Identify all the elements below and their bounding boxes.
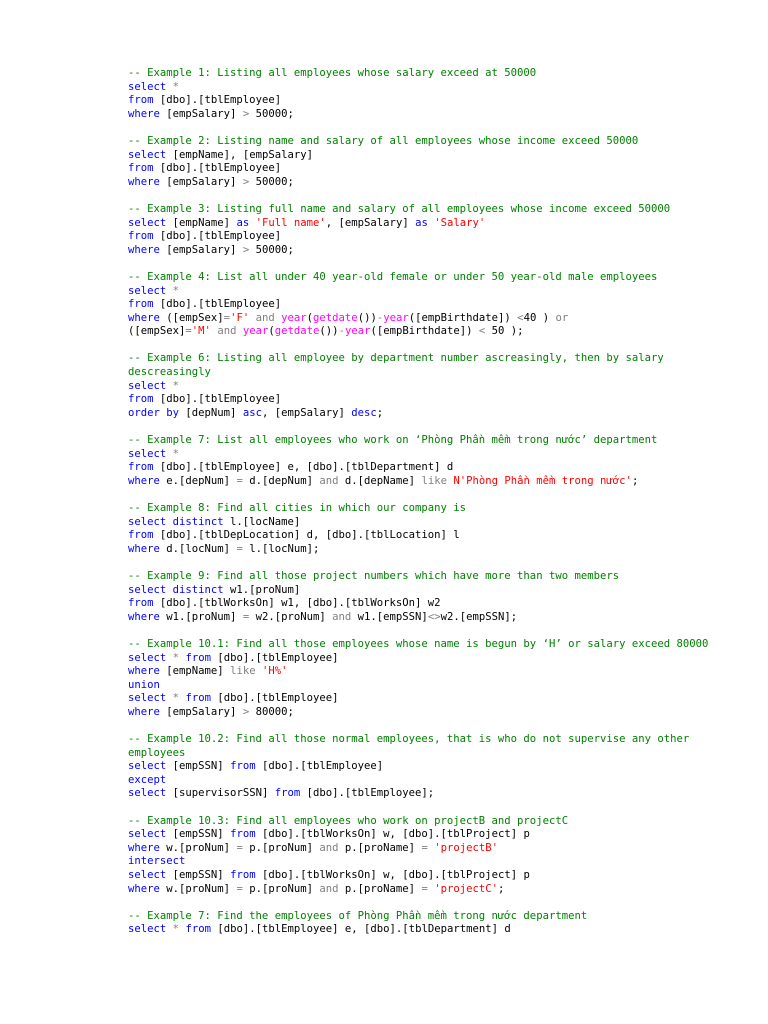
example-block: [128, 910, 738, 937]
code-token: year: [242, 325, 269, 338]
code-token: [empName]: [159, 665, 231, 678]
code-token: [dbo].[tblEmployee] e, [dbo].[tblDepartment] d: [153, 461, 454, 474]
code-token: ([empSex]: [128, 325, 186, 338]
code-line: [128, 828, 738, 842]
comment-line: [128, 570, 738, 584]
code-token: and: [332, 610, 352, 623]
code-line: [128, 679, 738, 693]
code-token: from: [230, 828, 256, 841]
code-token: -: [376, 311, 384, 324]
comment-line: [128, 733, 738, 760]
code-token: w.[proNum]: [159, 882, 237, 895]
code-line: [128, 584, 738, 598]
code-token: order by: [128, 406, 180, 419]
code-token: intersect: [128, 855, 186, 868]
code-token: or: [555, 311, 569, 324]
code-token: like: [421, 474, 447, 487]
code-line: [128, 774, 738, 788]
code-token: e.[depNum]: [159, 474, 237, 487]
code-token: select: [128, 787, 167, 800]
code-line: [128, 923, 738, 937]
code-token: w1.[proNum]: [223, 583, 301, 596]
code-token: getdate: [274, 325, 320, 338]
code-token: p.[proName]: [338, 841, 422, 854]
comment-line: [128, 271, 738, 285]
code-token: -- Example 6: Listing all employee by department number ascreasingly, then by salary descreasingly: [128, 352, 671, 379]
example-block: [128, 203, 738, 257]
code-token: select: [128, 692, 167, 705]
code-token: ([empBirthdate]): [408, 311, 518, 324]
code-token: <>: [427, 610, 441, 623]
code-token: [empSalary]: [159, 243, 243, 256]
code-token: (: [306, 311, 314, 324]
code-line: [128, 325, 738, 339]
code-token: as: [236, 216, 250, 229]
code-token: select: [128, 148, 167, 161]
code-token: w.[proNum]: [159, 841, 237, 854]
code-token: [depNum]: [179, 406, 243, 419]
code-token: ()): [357, 311, 377, 324]
code-token: [empName]: [166, 216, 237, 229]
code-token: select: [128, 80, 167, 93]
code-token: [dbo].[tblEmployee];: [300, 787, 435, 800]
code-token: 50 );: [485, 325, 524, 338]
code-token: -- Example 9: Find all those project numbers which have more than two members: [128, 569, 620, 582]
code-token: select: [128, 869, 167, 882]
code-token: -- Example 10.1: Find all those employees whose name is begun by ‘H’ or salary exceed 80000: [128, 637, 709, 650]
code-token: select: [128, 216, 167, 229]
code-line: [128, 176, 738, 190]
code-token: select: [128, 447, 167, 460]
code-token: and: [319, 882, 339, 895]
code-line: [128, 162, 738, 176]
code-token: 'H%': [261, 665, 288, 678]
example-block: [128, 638, 738, 720]
code-token: [dbo].[tblWorksOn] w1, [dbo].[tblWorksOn] w2: [153, 597, 441, 610]
code-token: ;: [376, 406, 384, 419]
code-line: [128, 869, 738, 883]
code-token: 50000;: [249, 243, 294, 256]
code-token: [supervisorSSN]: [166, 787, 275, 800]
code-line: [128, 475, 738, 489]
code-line: [128, 393, 738, 407]
comment-line: [128, 203, 738, 217]
code-token: , [empSalary]: [261, 406, 352, 419]
code-token: from: [128, 230, 154, 243]
code-token: -- Example 4: List all under 40 year-old female or under 50 year-old male employees: [128, 270, 658, 283]
code-token: 'F': [230, 311, 250, 324]
code-line: [128, 244, 738, 258]
code-token: *: [172, 80, 180, 93]
example-block: [128, 733, 738, 801]
comment-line: [128, 502, 738, 516]
code-line: [128, 516, 738, 530]
code-line: [128, 149, 738, 163]
code-line: [128, 81, 738, 95]
code-token: 80000;: [249, 705, 294, 718]
code-token: -- Example 10.2: Find all those normal employees, that is who do not supervise any other employees: [128, 733, 696, 759]
code-token: ([empSex]: [159, 311, 224, 324]
code-token: [dbo].[tblEmployee]: [210, 651, 339, 664]
code-token: =: [223, 311, 231, 324]
code-token: w2.[empSSN];: [440, 610, 518, 623]
code-token: ;: [498, 882, 505, 895]
code-token: <: [517, 311, 524, 324]
code-token: from: [230, 760, 256, 773]
code-token: w1.[empSSN]: [351, 610, 428, 623]
code-token: select: [128, 923, 167, 936]
code-token: N'Phòng Phần mềm trong nước': [453, 474, 632, 487]
example-block: [128, 271, 738, 339]
code-token: where: [128, 243, 160, 256]
code-token: [dbo].[tblEmployee]: [153, 393, 282, 406]
code-token: w1.[proNum]: [159, 610, 243, 623]
code-token: *: [172, 692, 180, 705]
code-token: like: [230, 665, 256, 678]
code-token: except: [128, 773, 167, 786]
code-token: select: [128, 379, 167, 392]
code-token: from: [230, 869, 256, 882]
code-token: [dbo].[tblEmployee]: [153, 230, 282, 243]
code-line: [128, 407, 738, 421]
code-token: select: [128, 828, 167, 841]
example-block: [128, 67, 738, 121]
code-token: -- Example 3: Listing full name and salary of all employees whose income exceed 50000: [128, 202, 671, 215]
code-token: (: [268, 325, 275, 338]
comment-line: [128, 67, 738, 81]
code-line: [128, 217, 738, 231]
code-token: >: [242, 107, 250, 120]
code-token: =: [242, 610, 250, 623]
code-token: [empSalary]: [159, 705, 243, 718]
code-line: [128, 543, 738, 557]
code-token: and: [255, 311, 275, 324]
code-token: d.[depName]: [338, 474, 422, 487]
comment-line: [128, 135, 738, 149]
code-token: ;: [631, 474, 639, 487]
code-token: *: [172, 447, 180, 460]
code-token: where: [128, 542, 160, 555]
code-token: 'M': [191, 325, 211, 338]
code-token: =: [421, 882, 428, 895]
code-line: [128, 529, 738, 543]
code-token: 'Full name': [255, 216, 326, 229]
code-line: [128, 108, 738, 122]
code-token: select: [128, 760, 167, 773]
code-token: l.[locNum];: [242, 542, 320, 555]
code-line: [128, 298, 738, 312]
code-token: asc: [242, 406, 262, 419]
code-token: [empName], [empSalary]: [166, 148, 313, 161]
code-token: -- Example 8: Find all cities in which our company is: [128, 502, 467, 514]
code-token: d.[locNum]: [159, 542, 237, 555]
code-token: -- Example 10.3: Find all employees who work on projectB and projectC: [128, 814, 569, 827]
code-token: [dbo].[tblEmployee]: [153, 298, 282, 311]
code-token: >: [242, 243, 250, 256]
code-token: =: [185, 325, 192, 338]
code-token: select: [128, 284, 167, 297]
code-token: where: [128, 474, 160, 487]
code-token: [empSalary]: [159, 175, 243, 188]
code-token: where: [128, 841, 160, 854]
code-token: *: [172, 284, 180, 297]
example-block: [128, 815, 738, 897]
comment-line: [128, 638, 738, 652]
code-token: 50000;: [249, 107, 294, 120]
code-line: [128, 611, 738, 625]
comment-line: [128, 910, 738, 924]
code-line: [128, 312, 738, 326]
code-token: and: [217, 325, 237, 338]
code-token: as: [415, 216, 428, 229]
code-token: [dbo].[tblEmployee] e, [dbo].[tblDepartment] d: [210, 923, 511, 936]
code-token: where: [128, 882, 160, 895]
code-token: from: [128, 298, 154, 311]
code-line: [128, 692, 738, 706]
code-token: <: [478, 325, 486, 338]
code-line: [128, 760, 738, 774]
code-token: 50000;: [249, 175, 294, 188]
sql-document: [128, 67, 738, 951]
code-token: from: [128, 393, 154, 406]
code-token: select distinct: [128, 515, 224, 528]
code-token: from: [274, 787, 301, 800]
code-token: where: [128, 665, 160, 678]
code-token: -- Example 7: List all employees who work on ‘Phòng Phần mềm trong nước’ department: [128, 434, 658, 447]
code-token: where: [128, 175, 160, 188]
code-token: and: [319, 474, 339, 487]
example-block: [128, 502, 738, 556]
code-token: *: [172, 379, 180, 392]
code-line: [128, 380, 738, 394]
code-token: =: [236, 474, 243, 487]
code-token: [empSSN]: [166, 760, 231, 773]
code-token: [dbo].[tblEmployee]: [153, 162, 282, 175]
code-line: [128, 597, 738, 611]
code-token: l.[locName]: [223, 515, 301, 528]
code-token: from: [185, 692, 211, 705]
code-token: where: [128, 610, 160, 623]
code-token: [dbo].[tblWorksOn] w, [dbo].[tblProject] p: [255, 869, 530, 882]
code-token: ([empBirthdate]): [370, 325, 479, 338]
code-token: year: [281, 311, 307, 324]
code-token: >: [242, 175, 250, 188]
code-token: -- Example 2: Listing name and salary of all employees whose income exceed 50000: [128, 134, 639, 147]
code-token: =: [236, 542, 243, 555]
code-line: [128, 842, 738, 856]
code-line: [128, 706, 738, 720]
code-token: >: [242, 705, 250, 718]
code-token: 'projectC': [434, 882, 498, 895]
code-line: [128, 448, 738, 462]
code-token: and: [319, 841, 339, 854]
code-line: [128, 94, 738, 108]
code-token: [dbo].[tblWorksOn] w, [dbo].[tblProject] p: [255, 828, 530, 841]
code-token: -- Example 7: Find the employees of Phòng Phần mềm trong nước department: [128, 909, 588, 922]
code-token: 40 ): [523, 311, 556, 324]
code-token: from: [128, 461, 154, 474]
comment-line: [128, 434, 738, 448]
code-token: from: [185, 651, 211, 664]
code-token: [dbo].[tblEmployee]: [210, 692, 339, 705]
code-token: =: [421, 841, 428, 854]
example-block: [128, 434, 738, 488]
code-token: *: [172, 651, 180, 664]
code-token: [empSSN]: [166, 828, 231, 841]
code-token: desc: [351, 406, 377, 419]
code-token: ()): [319, 325, 339, 338]
code-token: where: [128, 705, 160, 718]
code-line: [128, 285, 738, 299]
code-token: from: [128, 529, 154, 542]
code-token: -: [338, 325, 345, 338]
code-token: [dbo].[tblEmployee]: [153, 94, 282, 107]
code-token: getdate: [313, 311, 358, 324]
code-line: [128, 230, 738, 244]
code-token: *: [172, 923, 180, 936]
code-token: from: [128, 162, 154, 175]
code-line: [128, 665, 738, 679]
code-token: =: [236, 882, 243, 895]
code-line: [128, 883, 738, 897]
code-token: -- Example 1: Listing all employees whose salary exceed at 50000: [128, 67, 537, 79]
code-line: [128, 855, 738, 869]
code-line: [128, 461, 738, 475]
code-token: 'projectB': [434, 841, 498, 854]
example-block: [128, 135, 738, 189]
code-token: [empSalary]: [159, 107, 243, 120]
code-token: where: [128, 107, 160, 120]
code-token: 'Salary': [434, 216, 486, 229]
code-line: [128, 787, 738, 801]
code-token: from: [128, 597, 154, 610]
code-token: union: [128, 678, 160, 691]
code-token: select: [128, 651, 167, 664]
code-token: select distinct: [128, 583, 224, 596]
code-token: from: [185, 923, 211, 936]
code-token: d.[depNum]: [242, 474, 320, 487]
code-token: , [empSalary]: [325, 216, 416, 229]
code-token: where: [128, 311, 160, 324]
code-token: p.[proNum]: [242, 841, 320, 854]
code-line: [128, 652, 738, 666]
code-token: p.[proName]: [338, 882, 422, 895]
code-token: =: [236, 841, 243, 854]
code-token: [empSSN]: [166, 869, 231, 882]
code-token: p.[proNum]: [242, 882, 320, 895]
code-token: year: [344, 325, 371, 338]
comment-line: [128, 815, 738, 829]
example-block: [128, 570, 738, 624]
code-token: [dbo].[tblEmployee]: [255, 760, 384, 773]
code-token: w2.[proNum]: [249, 610, 333, 623]
code-token: from: [128, 94, 154, 107]
example-block: [128, 352, 738, 420]
comment-line: [128, 352, 738, 379]
code-token: [dbo].[tblDepLocation] d, [dbo].[tblLocation] l: [153, 529, 460, 542]
code-token: year: [383, 311, 409, 324]
